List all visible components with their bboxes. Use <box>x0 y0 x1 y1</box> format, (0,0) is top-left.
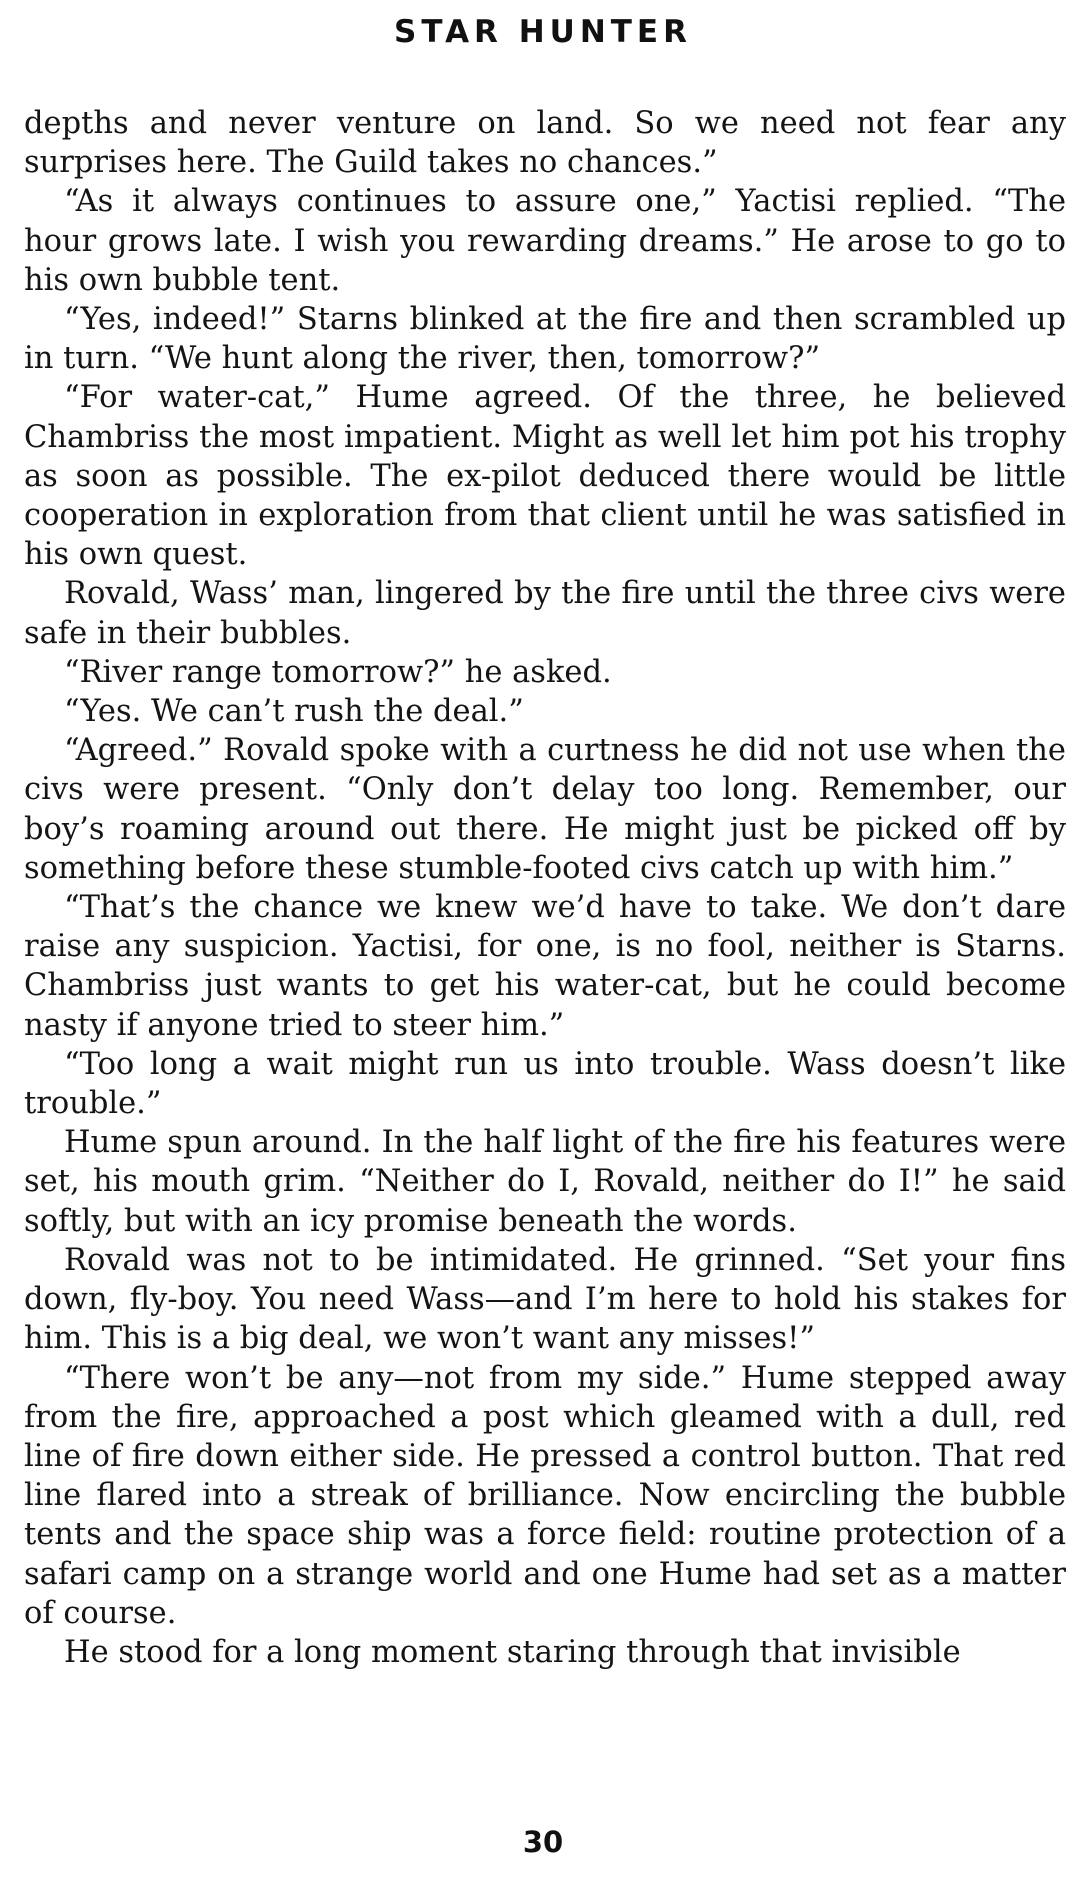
page-number: 30 <box>522 1825 564 1859</box>
paragraph-8: “Agreed.” Rovald spoke with a curtness he did not use when the civs were present. “Only don’t delay too long. Remember, our boy’s roaming around out there. He might just be picked off by something before these stumble-footed civs catch up with him.” <box>24 733 1066 886</box>
paragraph-6: “River range tomorrow?” he asked. <box>64 654 612 690</box>
paragraph-2: “As it always continues to assure one,” Yactisi replied. “The hour grows late. I wish you rewarding dreams.” He arose to go to his own bubble tent. <box>24 184 1066 298</box>
paragraph-12: Rovald was not to be intimidated. He grinned. “Set your fins down, fly-boy. You need Wass—and I’m here to hold his stakes for him. This is a big deal, we won’t want any misses!” <box>24 1242 1066 1357</box>
paragraph-7: “Yes. We can’t rush the deal.” <box>64 694 524 730</box>
paragraph-14: He stood for a long moment staring through that invisible <box>64 1634 961 1670</box>
paragraph-3: “Yes, indeed!” Starns blinked at the fire and then scrambled up in turn. “We hunt along the river, then, tomorrow?” <box>24 302 1066 377</box>
paragraph-4: “For water-cat,” Hume agreed. Of the three, he believed Chambriss the most impatient. Might as well let him pot his trophy as soon as possible. The ex-pilot deduced there would be little cooperation in exploration from that client until he was satisfied in his own quest. <box>24 380 1066 573</box>
running-head-title: STAR HUNTER <box>394 14 692 50</box>
paragraph-1: depths and never venture on land. So we need not fear any surprises here. The Guild takes no chances.” <box>24 106 1066 181</box>
paragraph-10: “Too long a wait might run us into trouble. Wass doesn’t like trouble.” <box>24 1046 1066 1122</box>
paragraph-11: Hume spun around. In the half light of the fire his features were set, his mouth grim. “Neither do I, Rovald, neither do I!” he said softly, but with an icy promise beneath the words. <box>24 1125 1066 1239</box>
paragraph-5: Rovald, Wass’ man, lingered by the fire until the three civs were safe in their bubbles. <box>24 576 1066 651</box>
paragraph-9: “That’s the chance we knew we’d have to take. We don’t dare raise any suspicion. Yactisi, for one, is no fool, neither is Starns. Chambriss just wants to get his water-cat, but he could become nasty if anyone tried to steer him.” <box>24 890 1066 1043</box>
body-text <box>24 104 1066 1672</box>
paragraph-13: “There won’t be any—not from my side.” Hume stepped away from the fire, approached a post which gleamed with a dull, red line of fire down either side. He pressed a control button. That red line flared into a streak of brilliance. Now encircling the bubble tents and the space ship was a force field: routine protection of a safari camp on a strange world and one Hume had set as a matter of course. <box>24 1360 1066 1631</box>
